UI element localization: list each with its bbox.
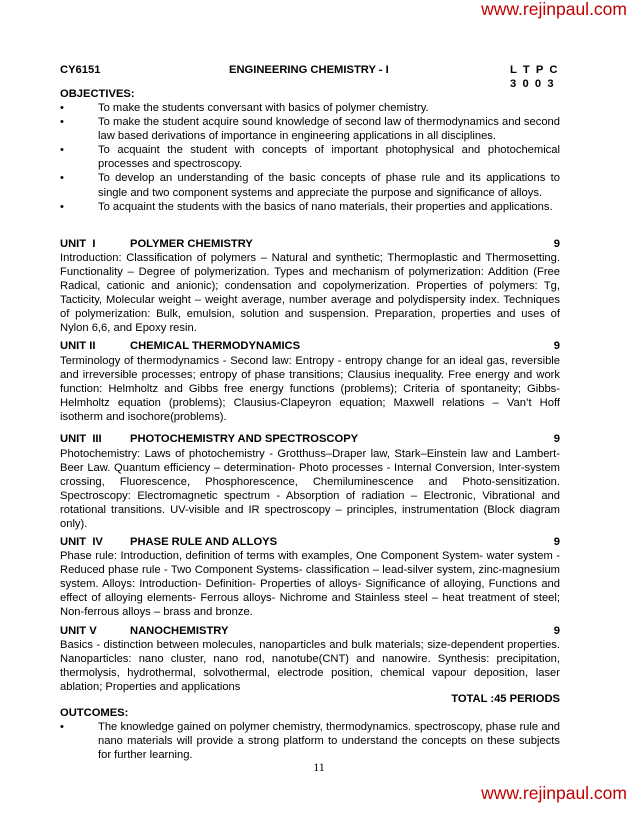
- objective-text: To acquaint the student with concepts of important photophysical and photochemical processes and spectroscopy.: [98, 144, 560, 171]
- ltpc-label: L T P C: [510, 64, 558, 76]
- list-item: [60, 200, 560, 214]
- unit-4-heading: [60, 535, 560, 549]
- unit-3-heading: [60, 432, 560, 446]
- unit-hours: 9: [553, 625, 560, 637]
- unit-1-heading: [60, 237, 560, 251]
- objectives-heading: OBJECTIVES:: [60, 88, 135, 100]
- watermark-bottom[interactable]: www.rejinpaul.com: [481, 783, 627, 803]
- bullet-icon: •: [60, 172, 64, 185]
- unit-number: UNIT I: [60, 238, 96, 250]
- unit-hours: 9: [553, 536, 560, 548]
- unit-title: NANOCHEMISTRY: [130, 625, 229, 637]
- unit-hours: 9: [553, 238, 560, 250]
- unit-number: UNIT IV: [60, 536, 103, 548]
- list-item: [60, 171, 560, 199]
- unit-2-heading: [60, 339, 560, 353]
- unit-hours: 9: [553, 340, 560, 352]
- unit-4-content: Phase rule: Introduction, definition of terms with examples, One Component System- water system - Reduced phase rule - Two Component Systems- classification – lead-silver system, zinc-magnesium system. Alloys: Introduction- Definition- Properties of alloys- Significance of alloying, Functions and effect of alloying elements- Ferrous alloys- Nichrome and Stainless steel – heat treatment of steel; Non-ferrous alloys – brass and bronze.: [60, 550, 560, 619]
- course-code: CY6151: [60, 64, 101, 76]
- unit-title: POLYMER CHEMISTRY: [130, 238, 253, 250]
- course-title: ENGINEERING CHEMISTRY - I: [229, 64, 389, 76]
- objective-text: To make the student acquire sound knowledge of second law of thermodynamics and second law based derivations of importance in engineering applications in all disciplines.: [98, 116, 560, 143]
- unit-number: UNIT V: [60, 625, 97, 637]
- watermark-top[interactable]: www.rejinpaul.com: [481, 0, 627, 19]
- outcomes-list: [60, 720, 560, 762]
- unit-3-content: Photochemistry: Laws of photochemistry - Grotthuss–Draper law, Stark–Einstein law and Lambert-Beer Law. Quantum efficiency – determination- Photo processes - Internal Conversion, Inter-system crossing, Fluorescence, Phosphorescence, Chemiluminescence and Photo-sensitization. Spectroscopy: Electromagnetic spectrum - Absorption of radiation – Electronic, Vibrational and rotational transitions. UV-visible and IR spectroscopy – principles, instrumentation (Block diagram only).: [60, 448, 560, 531]
- outcome-text: The knowledge gained on polymer chemistry, thermodynamics. spectroscopy, phase rule and nano materials will provide a strong platform to understand the concepts on these subjects for further learning.: [98, 721, 560, 762]
- list-item: [60, 143, 560, 171]
- list-item: [60, 720, 560, 762]
- list-item: [60, 115, 560, 143]
- total-periods: TOTAL :45 PERIODS: [451, 693, 560, 705]
- ltpc-values: 3 0 0 3: [510, 78, 554, 90]
- bullet-icon: •: [60, 144, 64, 157]
- objective-text: To make the students conversant with basics of polymer chemistry.: [98, 102, 429, 114]
- list-item: [60, 101, 560, 115]
- unit-1-content: Introduction: Classification of polymers – Natural and synthetic; Thermoplastic and Thermosetting. Functionality – Degree of polymerization. Types and mechanism of polymerization: Addition (Free Radical, cationic and anionic); condensation and copolymerization. Properties of polymers: Tg, Tacticity, Molecular weight – weight average, number average and polydispersity index. Techniques of polymerization: Bulk, emulsion, solution and suspension. Preparation, properties and uses of Nylon 6,6, and Epoxy resin.: [60, 252, 560, 335]
- bullet-icon: •: [60, 102, 64, 114]
- bullet-icon: •: [60, 721, 64, 733]
- unit-number: UNIT III: [60, 433, 102, 445]
- bullet-icon: •: [60, 200, 64, 213]
- unit-2-content: Terminology of thermodynamics - Second law: Entropy - entropy change for an ideal gas, reversible and irreversible processes; entropy of phase transitions; Clausius inequality. Free energy and work function: Helmholtz and Gibbs free energy functions (problems); Criteria of spontaneity; Gibbs-Helmholtz equation (problems); Clausius-Clapeyron equation; Maxwell relations – Van’t Hoff isotherm and isochore(problems).: [60, 355, 560, 424]
- unit-5-content: Basics - distinction between molecules, nanoparticles and bulk materials; size-dependent properties. Nanoparticles: nano cluster, nano rod, nanotube(CNT) and nanowire. Synthesis: precipitation, thermolysis, hydrothermal, solvothermal, electrode position, chemical vapour deposition, laser ablation; Properties and applications: [60, 639, 560, 694]
- unit-title: PHASE RULE AND ALLOYS: [130, 536, 278, 548]
- objective-text: To acquaint the students with the basics of nano materials, their properties and applications.: [98, 200, 553, 213]
- outcomes-heading: OUTCOMES:: [60, 707, 129, 719]
- objective-text: To develop an understanding of the basic concepts of phase rule and its applications to single and two component systems and appreciate the purpose and significance of alloys.: [98, 172, 560, 199]
- unit-number: UNIT II: [60, 340, 96, 352]
- objectives-list: [60, 101, 560, 214]
- unit-title: CHEMICAL THERMODYNAMICS: [130, 340, 301, 352]
- unit-hours: 9: [553, 433, 560, 445]
- unit-title: PHOTOCHEMISTRY AND SPECTROSCOPY: [130, 433, 359, 445]
- unit-5-heading: [60, 624, 560, 638]
- page-number: 11: [313, 760, 325, 774]
- bullet-icon: •: [60, 116, 64, 129]
